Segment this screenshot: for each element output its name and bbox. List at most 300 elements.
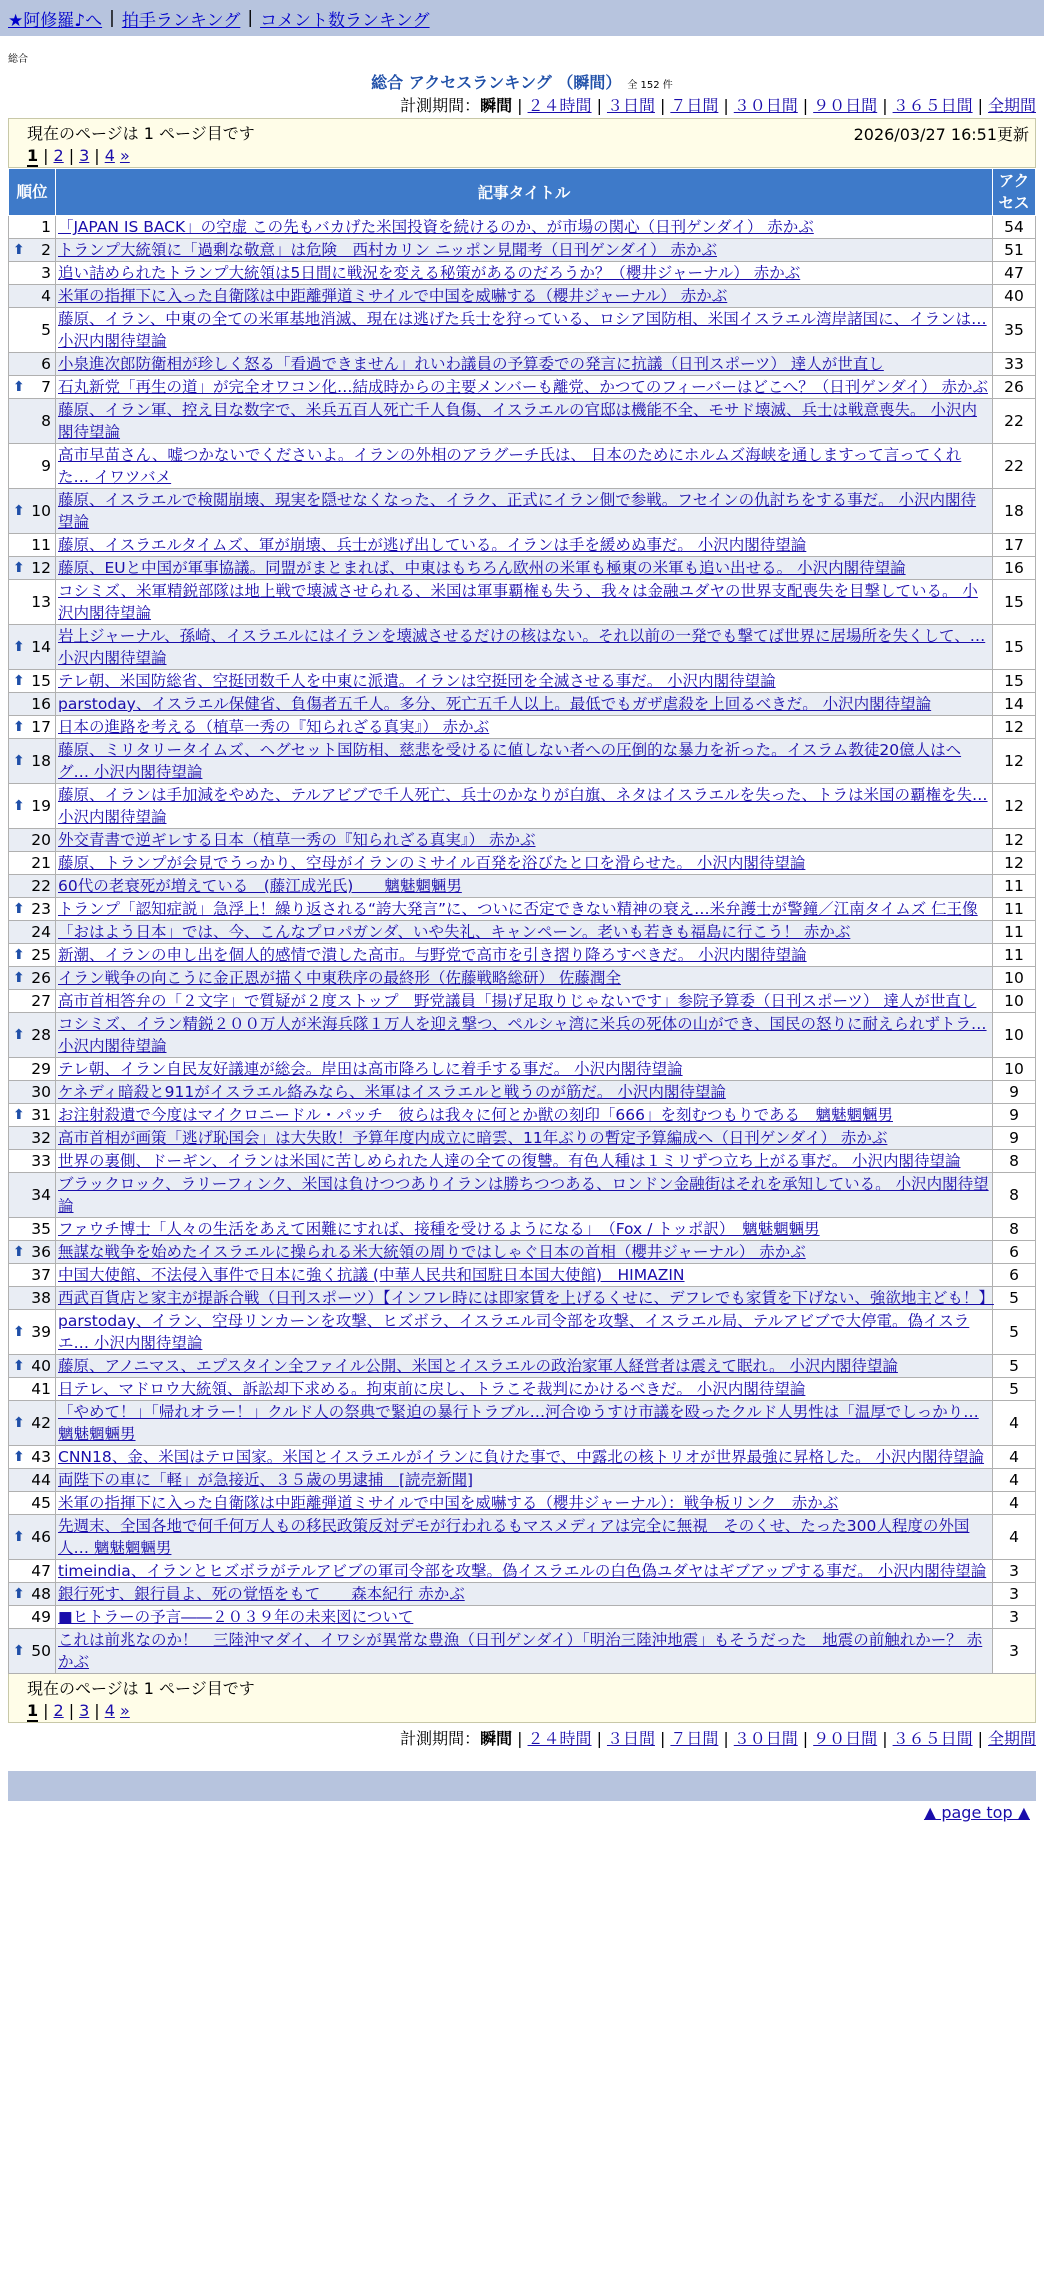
applause-ranking-link[interactable]: 拍手ランキング bbox=[121, 10, 241, 31]
access-count: 22 bbox=[993, 444, 1036, 489]
access-count: 4 bbox=[993, 1401, 1036, 1446]
title-column-header: 記事タイトル bbox=[56, 169, 993, 216]
article-link[interactable]: 藤原、イラン、中東の全ての米軍基地消滅、現在は逃げた兵士を狩っている、ロシア国防相、米国イスラエル湾岸諸国に、イランは… 小沢内閣待望論 bbox=[58, 310, 987, 350]
up-arrow-icon: ⬆ bbox=[13, 1415, 25, 1431]
page-link[interactable]: 4 bbox=[104, 146, 115, 165]
article-link[interactable]: 藤原、EUと中国が軍事協議。同盟がまとまれば、中東はもちろん欧州の米軍も極東の米軍も追い出せる。 小沢内閣待望論 bbox=[58, 559, 906, 577]
period-link[interactable]: ９０日間 bbox=[813, 96, 878, 115]
period-separator: | bbox=[723, 96, 729, 115]
title-cell bbox=[56, 580, 993, 625]
table-header-row bbox=[9, 169, 1036, 216]
rank-number: 28 bbox=[31, 1026, 51, 1044]
table-row bbox=[9, 875, 1036, 898]
page-link[interactable]: 4 bbox=[104, 1701, 115, 1720]
access-count: 3 bbox=[993, 1560, 1036, 1583]
access-count: 18 bbox=[993, 489, 1036, 534]
article-link[interactable]: 藤原、ミリタリータイムズ、ヘグセット国防相、慈悲を受けるに値しない者への圧倒的な暴力を祈った。イスラム教徒20億人はヘグ… 小沢内閣待望論 bbox=[58, 741, 962, 781]
table-row bbox=[9, 921, 1036, 944]
period-separator: | bbox=[659, 96, 666, 115]
rank-number: 36 bbox=[31, 1243, 51, 1261]
up-arrow-icon: ⬆ bbox=[13, 1586, 25, 1602]
table-row bbox=[9, 1127, 1036, 1150]
rank-number: 4 bbox=[41, 287, 51, 305]
table-row bbox=[9, 1629, 1036, 1674]
title-cell bbox=[56, 1469, 993, 1492]
access-count: 40 bbox=[993, 285, 1036, 308]
access-count: 11 bbox=[993, 875, 1036, 898]
rank-cell bbox=[9, 875, 56, 898]
rank-number: 30 bbox=[31, 1083, 51, 1101]
current-page-text-bottom: 現在のページは 1 ページ目です bbox=[27, 1679, 255, 1698]
rank-number: 11 bbox=[31, 536, 51, 554]
total-count: 全 152 件 bbox=[627, 80, 673, 91]
title-cell bbox=[56, 1515, 993, 1560]
rank-cell bbox=[9, 739, 56, 784]
rank-number: 20 bbox=[31, 831, 51, 849]
article-link[interactable]: 新潮、イランの申し出を個人的感情で潰した高市。与野党で高市を引き摺り降ろすべきだ。 小沢内閣待望論 bbox=[58, 946, 807, 964]
article-link[interactable]: コシミズ、米軍精鋭部隊は地上戦で壊滅させられる、米国は軍事覇権も失う、我々は金融ユダヤの世界支配喪失を目撃している。 小沢内閣待望論 bbox=[58, 582, 978, 622]
rank-number: 12 bbox=[31, 559, 51, 577]
article-link[interactable]: コシミズ、イラン精鋭２００万人が米海兵隊１万人を迎え撃つ、ペルシャ湾に米兵の死体の山ができ、国民の怒りに耐えられずトラ… 小沢内閣待望論 bbox=[58, 1015, 987, 1055]
article-link[interactable]: 西武百貨店と家主が提訴合戦（日刊スポーツ）【インフレ時には即家賃を上げるくせに、デフレでも家賃を下げない、強欲地主ども！】 bbox=[58, 1289, 994, 1307]
article-link[interactable]: ケネディ暗殺と911がイスラエル絡みなら、米軍はイスラエルと戦うのが筋だ。 小沢内閣待望論 bbox=[58, 1083, 726, 1101]
period-separator: | bbox=[517, 96, 523, 115]
rank-number: 19 bbox=[31, 797, 51, 815]
table-row bbox=[9, 1606, 1036, 1629]
access-count: 17 bbox=[993, 534, 1036, 557]
article-link[interactable]: 銀行死す、銀行員よ、死の覚悟をもて 森本紀行 赤かぶ bbox=[58, 1585, 465, 1603]
rank-cell bbox=[9, 1310, 56, 1355]
title-cell bbox=[56, 239, 993, 262]
title-cell bbox=[56, 739, 993, 784]
table-row bbox=[9, 1081, 1036, 1104]
rank-cell bbox=[9, 1173, 56, 1218]
title-cell bbox=[56, 944, 993, 967]
page-separator: | bbox=[94, 1701, 100, 1720]
rank-cell bbox=[9, 829, 56, 852]
rank-number: 9 bbox=[41, 457, 51, 475]
ranking-table bbox=[8, 168, 1036, 1674]
table-row bbox=[9, 625, 1036, 670]
up-arrow-icon: ⬆ bbox=[13, 673, 25, 689]
rank-number: 41 bbox=[31, 1380, 51, 1398]
title-cell bbox=[56, 1150, 993, 1173]
rank-cell bbox=[9, 444, 56, 489]
title-cell bbox=[56, 875, 993, 898]
table-row bbox=[9, 1515, 1036, 1560]
access-count: 4 bbox=[993, 1515, 1036, 1560]
table-row bbox=[9, 1401, 1036, 1446]
article-link[interactable]: timeindia、イランとヒズボラがテルアビブの軍司令部を攻撃。偽イスラエルの白色偽ユダヤはギブアップする事だ。 小沢内閣待望論 bbox=[58, 1562, 987, 1580]
nav-separator: | bbox=[109, 8, 115, 28]
rank-cell bbox=[9, 625, 56, 670]
table-row bbox=[9, 353, 1036, 376]
page-link[interactable]: 3 bbox=[79, 1701, 90, 1720]
rank-number: 15 bbox=[31, 672, 51, 690]
table-row bbox=[9, 534, 1036, 557]
article-link[interactable]: 追い詰められたトランプ大統領は5日間に戦況を変える秘策があるのだろうか？（櫻井ジャーナル） 赤かぶ bbox=[58, 264, 801, 282]
rank-cell bbox=[9, 1629, 56, 1674]
title-cell bbox=[56, 1355, 993, 1378]
rank-number: 17 bbox=[31, 718, 51, 736]
up-arrow-icon: ⬆ bbox=[13, 503, 25, 519]
table-row bbox=[9, 557, 1036, 580]
article-link[interactable]: トランプ大統領に「過剰な敬意」は危険 西村カリン ニッポン見聞考（日刊ゲンダイ） 赤かぶ bbox=[58, 241, 717, 259]
article-link[interactable]: 藤原、トランプが会見でうっかり、空母がイランのミサイル百発を浴びたと口を滑らせた。 小沢内閣待望論 bbox=[58, 854, 806, 872]
access-count: 12 bbox=[993, 829, 1036, 852]
period-link[interactable]: ３０日間 bbox=[733, 96, 798, 115]
access-count: 3 bbox=[993, 1583, 1036, 1606]
access-count: 3 bbox=[993, 1606, 1036, 1629]
rank-number: 31 bbox=[31, 1106, 51, 1124]
pagination bbox=[27, 146, 1035, 165]
title-cell bbox=[56, 829, 993, 852]
title-cell bbox=[56, 1173, 993, 1218]
rank-number: 14 bbox=[31, 638, 51, 656]
page-link[interactable]: 2 bbox=[53, 1701, 64, 1720]
period-link[interactable]: ３０日間 bbox=[733, 1729, 798, 1748]
title-cell bbox=[56, 1264, 993, 1287]
article-link[interactable]: 藤原、アノニマス、エプスタイン全ファイル公開、米国とイスラエルの政治家軍人経営者は震えて眠れ。 小沢内閣待望論 bbox=[58, 1357, 898, 1375]
page-current: 1 bbox=[27, 146, 39, 165]
article-link[interactable]: CNN18、金、米国はテロ国家。米国とイスラエルがイランに負けた事で、中露北の核トリオが世界最強に昇格した。 小沢内閣待望論 bbox=[58, 1448, 985, 1466]
title-cell bbox=[56, 1081, 993, 1104]
access-count: 8 bbox=[993, 1150, 1036, 1173]
rank-cell bbox=[9, 1378, 56, 1401]
up-arrow-icon: ⬆ bbox=[13, 379, 25, 395]
access-count: 5 bbox=[993, 1287, 1036, 1310]
rank-cell bbox=[9, 1355, 56, 1378]
up-arrow-icon: ⬆ bbox=[13, 970, 25, 986]
rank-number: 27 bbox=[31, 992, 51, 1010]
rank-number: 21 bbox=[31, 854, 51, 872]
period-label: 計測期間： bbox=[400, 96, 481, 115]
article-link[interactable]: 日テレ、マドロウ大統領、訴訟却下求める。拘束前に戻し、トラこそ裁判にかけるべきだ。 小沢内閣待望論 bbox=[58, 1380, 806, 1398]
rank-cell bbox=[9, 670, 56, 693]
access-count: 8 bbox=[993, 1218, 1036, 1241]
rank-cell bbox=[9, 557, 56, 580]
table-row bbox=[9, 944, 1036, 967]
rank-cell bbox=[9, 534, 56, 557]
rank-number: 25 bbox=[31, 946, 51, 964]
title-cell bbox=[56, 1583, 993, 1606]
rank-number: 46 bbox=[31, 1528, 51, 1546]
rank-column-header: 順位 bbox=[9, 169, 56, 216]
article-link[interactable]: parstoday、イスラエル保健省、負傷者五千人。多分、死亡五千人以上。最低でもガザ虐殺を上回るべきだ。 小沢内閣待望論 bbox=[58, 695, 932, 713]
rank-number: 2 bbox=[41, 241, 51, 259]
asyura-home-link[interactable]: ★阿修羅♪へ bbox=[8, 10, 103, 31]
page-top-link[interactable]: ▲ page top ▲ bbox=[923, 1803, 1030, 1822]
table-row bbox=[9, 670, 1036, 693]
period-link[interactable]: ３日間 bbox=[606, 1729, 655, 1748]
title-cell bbox=[56, 534, 993, 557]
rank-cell bbox=[9, 1560, 56, 1583]
table-row bbox=[9, 376, 1036, 399]
article-link[interactable]: お注射殺遺で今度はマイクロニードル・パッチ 彼らは我々に何とか獣の刻印「666」を刻むつもりである 魑魅魍魎男 bbox=[58, 1106, 893, 1124]
article-link[interactable]: 米軍の指揮下に入った自衛隊は中距離弾道ミサイルで中国を威嚇する（櫻井ジャーナル）：戦争板リンク 赤かぶ bbox=[58, 1494, 839, 1512]
category-tag: 総合 bbox=[8, 54, 28, 65]
period-separator: | bbox=[802, 96, 809, 115]
article-link[interactable]: 日本の進路を考える（植草一秀の『知られざる真実』） 赤かぶ bbox=[58, 718, 490, 736]
article-link[interactable]: 世界の裏側、ドーギン、イランは米国に苦しめられた人達の全ての復讐。有色人種は１ミリずつ立ち上がる事だ。 小沢内閣待望論 bbox=[58, 1152, 961, 1170]
table-row bbox=[9, 580, 1036, 625]
title-cell bbox=[56, 489, 993, 534]
rank-cell bbox=[9, 1104, 56, 1127]
rank-cell bbox=[9, 376, 56, 399]
article-link[interactable]: テレ朝、イラン自民友好議連が総会。岸田は高市降ろしに着手する事だ。 小沢内閣待望論 bbox=[58, 1060, 683, 1078]
title-cell bbox=[56, 1560, 993, 1583]
access-count: 11 bbox=[993, 921, 1036, 944]
rank-cell bbox=[9, 308, 56, 353]
access-count: 10 bbox=[993, 1058, 1036, 1081]
up-arrow-icon: ⬆ bbox=[13, 1529, 25, 1545]
access-count: 22 bbox=[993, 399, 1036, 444]
title-cell bbox=[56, 444, 993, 489]
article-link[interactable]: トランプ「認知症説」急浮上！繰り返される“誇大発言”に、ついに否定できない精神の衰え…米弁護士が警鐘／江南タイムズ 仁王像 bbox=[58, 900, 978, 918]
article-link[interactable]: 先週末、全国各地で何千何万人もの移民政策反対デモが行われるもマスメディアは完全に無視 そのくせ、たった300人程度の外国人… 魑魅魍魎男 bbox=[58, 1517, 970, 1557]
table-row bbox=[9, 1104, 1036, 1127]
rank-number: 13 bbox=[31, 593, 51, 611]
access-count: 14 bbox=[993, 693, 1036, 716]
table-row bbox=[9, 1150, 1036, 1173]
title-cell bbox=[56, 784, 993, 829]
comment-ranking-link[interactable]: コメント数ランキング bbox=[260, 10, 430, 31]
rank-cell bbox=[9, 1287, 56, 1310]
period-link[interactable]: ２４時間 bbox=[527, 96, 592, 115]
access-count: 5 bbox=[993, 1310, 1036, 1355]
rank-number: 33 bbox=[31, 1152, 51, 1170]
rank-number: 48 bbox=[31, 1585, 51, 1603]
rank-number: 45 bbox=[31, 1494, 51, 1512]
rank-cell bbox=[9, 1081, 56, 1104]
period-link[interactable]: ９０日間 bbox=[813, 1729, 878, 1748]
access-count: 6 bbox=[993, 1264, 1036, 1287]
title-cell bbox=[56, 285, 993, 308]
article-link[interactable]: 石丸新党「再生の道」が完全オワコン化…結成時からの主要メンバーも離党、かつてのフィーバーはどこへ？（日刊ゲンダイ） 赤かぶ bbox=[58, 378, 988, 396]
rank-cell bbox=[9, 216, 56, 239]
title-cell bbox=[56, 1058, 993, 1081]
up-arrow-icon: ⬆ bbox=[13, 798, 25, 814]
title-cell bbox=[56, 1606, 993, 1629]
rank-cell bbox=[9, 580, 56, 625]
article-link[interactable]: 無謀な戦争を始めたイスラエルに操られる米大統領の周りではしゃぐ日本の首相（櫻井ジャーナル） 赤かぶ bbox=[58, 1243, 806, 1261]
access-count: 54 bbox=[993, 216, 1036, 239]
title-cell bbox=[56, 1241, 993, 1264]
period-current: 瞬間 bbox=[480, 96, 513, 115]
table-row bbox=[9, 1287, 1036, 1310]
title-cell bbox=[56, 716, 993, 739]
rank-number: 47 bbox=[31, 1562, 51, 1580]
rank-cell bbox=[9, 285, 56, 308]
article-link[interactable]: 「おはよう日本」では、今、こんなプロパガンダ、いや失礼、キャンペーン。老いも若きも福島に行こう！ 赤かぶ bbox=[58, 923, 851, 941]
period-link[interactable]: ７日間 bbox=[670, 1729, 719, 1748]
up-arrow-icon: ⬆ bbox=[13, 719, 25, 735]
access-count: 26 bbox=[993, 376, 1036, 399]
title-cell bbox=[56, 990, 993, 1013]
rank-number: 44 bbox=[31, 1471, 51, 1489]
access-count: 8 bbox=[993, 1173, 1036, 1218]
article-link[interactable]: parstoday、イラン、空母リンカーンを攻撃、ヒズボラ、イスラエル司令部を攻撃、イスラエル局、テルアビブで大停電。偽イスラエ… 小沢内閣待望論 bbox=[58, 1312, 970, 1352]
article-link[interactable]: ファウチ博士「人々の生活をあえて困難にすれば、接種を受けるようになる」 （Fox / トッポ訳） 魑魅魍魎男 bbox=[58, 1220, 820, 1238]
article-link[interactable]: 岩上ジャーナル、孫崎、イスラエルにはイランを壊滅させるだけの核はない。それ以前の一発でも撃てば世界に居場所を失くして、… 小沢内閣待望論 bbox=[58, 627, 986, 667]
rank-cell bbox=[9, 1583, 56, 1606]
title-cell bbox=[56, 670, 993, 693]
article-link[interactable]: テレ朝、米国防総省、空挺団数千人を中東に派遣。イランは空挺団を全滅させる事だ。 小沢内閣待望論 bbox=[58, 672, 776, 690]
table-row bbox=[9, 308, 1036, 353]
access-count: 5 bbox=[993, 1355, 1036, 1378]
article-link[interactable]: ブラックロック、ラリーフィンク、米国は負けつつありイランは勝ちつつある、ロンドン金融街はそれを承知している。 小沢内閣待望論 bbox=[58, 1175, 989, 1215]
access-count: 35 bbox=[993, 308, 1036, 353]
top-nav bbox=[0, 0, 1044, 36]
title-cell bbox=[56, 967, 993, 990]
access-count: 15 bbox=[993, 580, 1036, 625]
title-cell bbox=[56, 1492, 993, 1515]
article-link[interactable]: 藤原、イスラエルで検閲崩壊、現実を隠せなくなった、イラク、正式にイラン側で参戦。フセインの仇討ちをする事だ。 小沢内閣待望論 bbox=[58, 491, 977, 531]
table-row bbox=[9, 1264, 1036, 1287]
rank-number: 7 bbox=[41, 378, 51, 396]
period-separator: | bbox=[977, 1729, 983, 1748]
rank-cell bbox=[9, 353, 56, 376]
rank-number: 50 bbox=[31, 1642, 51, 1660]
access-count: 12 bbox=[993, 739, 1036, 784]
access-count: 12 bbox=[993, 784, 1036, 829]
up-arrow-icon: ⬆ bbox=[13, 1449, 25, 1465]
rank-cell bbox=[9, 693, 56, 716]
period-link[interactable]: ７日間 bbox=[670, 96, 719, 115]
period-selector bbox=[0, 94, 1044, 118]
title-cell bbox=[56, 262, 993, 285]
up-arrow-icon: ⬆ bbox=[13, 901, 25, 917]
page-link[interactable]: 3 bbox=[79, 146, 90, 165]
article-link[interactable]: 小泉進次郎防衛相が珍しく怒る「看過できません」れいわ議員の予算委での発言に抗議（日刊スポーツ） 達人が世直し bbox=[58, 355, 884, 373]
table-row bbox=[9, 1058, 1036, 1081]
article-link[interactable]: 「JAPAN IS BACK」の空虚 この先もバカげた米国投資を続けるのか、が市場の関心（日刊ゲンダイ） 赤かぶ bbox=[58, 218, 814, 236]
access-count: 4 bbox=[993, 1446, 1036, 1469]
article-link[interactable]: イラン戦争の向こうに金正恩が描く中東秩序の最終形（佐藤戦略総研） 佐藤潤全 bbox=[58, 969, 621, 987]
article-link[interactable]: 中国大使館、不法侵入事件で日本に強く抗議 (中華人民共和国駐日本国大使館) HIMAZIN bbox=[58, 1266, 685, 1284]
access-count: 16 bbox=[993, 557, 1036, 580]
table-row bbox=[9, 967, 1036, 990]
period-link[interactable]: 全期間 bbox=[987, 96, 1036, 115]
period-selector-bottom bbox=[0, 1727, 1044, 1751]
rank-number: 34 bbox=[31, 1186, 51, 1204]
rank-number: 3 bbox=[41, 264, 51, 282]
article-link[interactable]: 高市早苗さん、嘘つかないでくださいよ。イランの外相のアラグーチ氏は、 日本のためにホルムズ海峡を通しますって言ってくれた… イワツバメ bbox=[58, 446, 962, 486]
title-cell bbox=[56, 1401, 993, 1446]
table-row bbox=[9, 1446, 1036, 1469]
page-separator: | bbox=[43, 146, 49, 165]
period-link[interactable]: 全期間 bbox=[987, 1729, 1036, 1748]
article-link[interactable]: 60代の老衰死が増えている (藤江成光氏) 魑魅魍魎男 bbox=[58, 877, 462, 895]
page-link[interactable]: 2 bbox=[53, 146, 64, 165]
page-link[interactable]: » bbox=[119, 146, 130, 165]
access-count: 11 bbox=[993, 898, 1036, 921]
article-link[interactable]: 外交青書で逆ギレする日本（植草一秀の『知られざる真実』） 赤かぶ bbox=[58, 831, 536, 849]
table-row bbox=[9, 693, 1036, 716]
title-cell bbox=[56, 852, 993, 875]
period-separator: | bbox=[517, 1729, 523, 1748]
rank-number: 18 bbox=[31, 752, 51, 770]
updated-timestamp: 2026/03/27 16:51更新 bbox=[853, 125, 1029, 144]
up-arrow-icon: ⬆ bbox=[13, 1324, 25, 1340]
article-link[interactable]: 両陛下の車に「軽」が急接近、３５歳の男逮捕 [読売新聞] bbox=[58, 1471, 474, 1489]
title-cell bbox=[56, 1378, 993, 1401]
rank-cell bbox=[9, 1515, 56, 1560]
period-link[interactable]: ３６５日間 bbox=[892, 1729, 973, 1748]
period-link[interactable]: ２４時間 bbox=[527, 1729, 592, 1748]
table-row bbox=[9, 1173, 1036, 1218]
table-row bbox=[9, 1492, 1036, 1515]
article-link[interactable]: 藤原、イラン軍、控え目な数字で、米兵五百人死亡千人負傷、イスラエルの官邸は機能不全、モサド壊滅、兵士は戦意喪失。 小沢内閣待望論 bbox=[58, 401, 977, 441]
period-link[interactable]: ３６５日間 bbox=[892, 96, 973, 115]
rank-cell bbox=[9, 852, 56, 875]
rank-cell bbox=[9, 990, 56, 1013]
rank-number: 32 bbox=[31, 1129, 51, 1147]
period-label: 計測期間： bbox=[400, 1729, 481, 1748]
title-cell bbox=[56, 693, 993, 716]
access-count: 5 bbox=[993, 1378, 1036, 1401]
ranking-rows bbox=[9, 216, 1036, 1674]
rank-number: 6 bbox=[41, 355, 51, 373]
article-link[interactable]: 米軍の指揮下に入った自衛隊は中距離弾道ミサイルで中国を威嚇する（櫻井ジャーナル） 赤かぶ bbox=[58, 287, 728, 305]
page-link[interactable]: » bbox=[119, 1701, 130, 1720]
rank-cell bbox=[9, 784, 56, 829]
rank-cell bbox=[9, 1058, 56, 1081]
page-separator: | bbox=[68, 1701, 75, 1720]
article-link[interactable]: 「やめて！」「帰れオラー！」クルド人の祭典で緊迫の暴行トラブル…河合ゆうすけ市議を殴ったクルド人男性は「温厚でしっかり… 魑魅魍魎男 bbox=[58, 1403, 979, 1443]
article-link[interactable]: ■ヒトラーの予言――２０３９年の未来図について bbox=[58, 1608, 414, 1626]
table-row bbox=[9, 1241, 1036, 1264]
table-row bbox=[9, 285, 1036, 308]
page-separator: | bbox=[94, 146, 100, 165]
page-separator: | bbox=[43, 1701, 49, 1720]
page-title bbox=[0, 70, 1044, 94]
table-row bbox=[9, 1469, 1036, 1492]
article-link[interactable]: 高市首相答弁の「２文字」で質疑が２度ストップ 野党議員「揚げ足取りじゃないです」参院予算委（日刊スポーツ） 達人が世直し bbox=[58, 992, 977, 1010]
article-link[interactable]: 高市首相が画策「逃げ恥国会」は大失敗！予算年度内成立に暗雲、11年ぶりの暫定予算編成へ（日刊ゲンダイ） 赤かぶ bbox=[58, 1129, 888, 1147]
access-count: 4 bbox=[993, 1469, 1036, 1492]
access-count: 15 bbox=[993, 625, 1036, 670]
access-count: 12 bbox=[993, 716, 1036, 739]
title-cell bbox=[56, 557, 993, 580]
title-cell bbox=[56, 921, 993, 944]
article-link[interactable]: 藤原、イランは手加減をやめた、テルアビブで千人死亡、兵士のかなりが白旗、ネタはイスラエルを失った、トラは米国の覇権を失… 小沢内閣待望論 bbox=[58, 786, 988, 826]
title-cell bbox=[56, 1446, 993, 1469]
rank-cell bbox=[9, 1127, 56, 1150]
period-separator: | bbox=[882, 1729, 888, 1748]
table-row bbox=[9, 990, 1036, 1013]
rank-number: 10 bbox=[31, 502, 51, 520]
rank-number: 49 bbox=[31, 1608, 51, 1626]
period-link[interactable]: ３日間 bbox=[606, 96, 655, 115]
title-cell bbox=[56, 308, 993, 353]
rank-cell bbox=[9, 1401, 56, 1446]
rank-cell bbox=[9, 489, 56, 534]
rank-number: 38 bbox=[31, 1289, 51, 1307]
article-link[interactable]: これは前兆なのか！ 三陸沖マダイ、イワシが異常な豊漁（日刊ゲンダイ）「明治三陸沖地震」もそうだった 地震の前触れかー？ 赤かぶ bbox=[58, 1631, 983, 1671]
period-current: 瞬間 bbox=[480, 1729, 513, 1748]
table-row bbox=[9, 716, 1036, 739]
table-row bbox=[9, 852, 1036, 875]
rank-cell bbox=[9, 1469, 56, 1492]
page-top-area bbox=[0, 1801, 1044, 1831]
period-separator: | bbox=[977, 96, 983, 115]
rank-number: 5 bbox=[41, 321, 51, 339]
up-arrow-icon: ⬆ bbox=[13, 242, 25, 258]
article-link[interactable]: 藤原、イスラエルタイムズ、軍が崩壊、兵士が逃げ出している。イランは手を緩めぬ事だ。 小沢内閣待望論 bbox=[58, 536, 807, 554]
title-cell bbox=[56, 1629, 993, 1674]
table-row bbox=[9, 829, 1036, 852]
